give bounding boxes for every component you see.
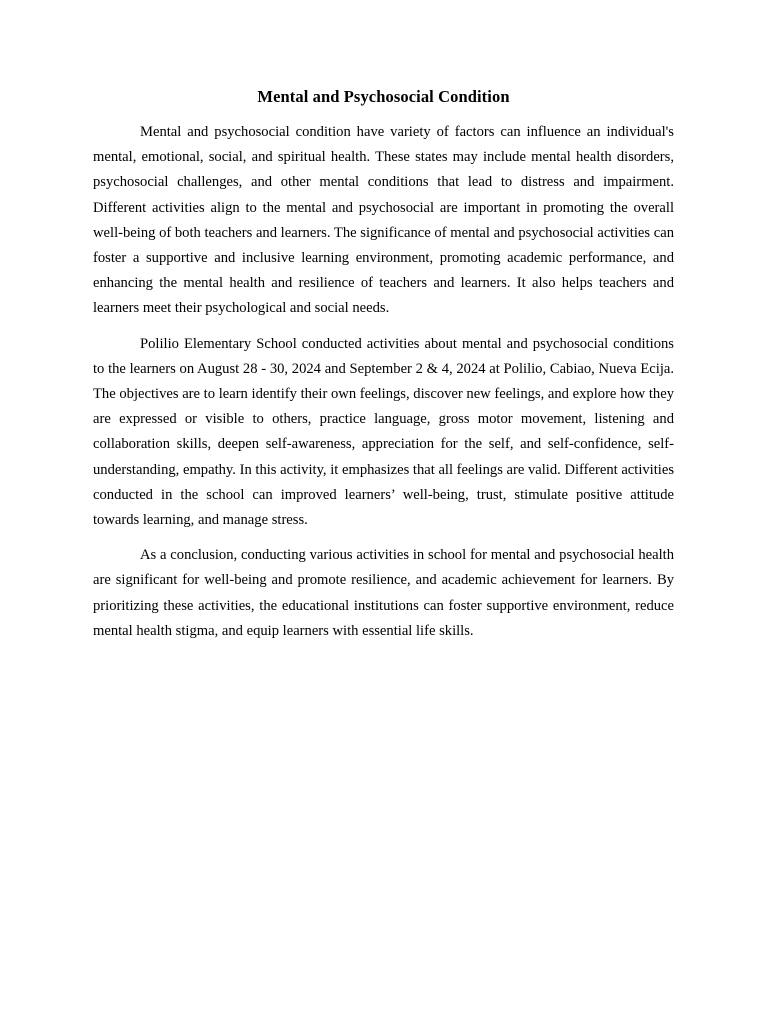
document-title: Mental and Psychosocial Condition bbox=[257, 87, 510, 106]
paragraph-activities: Polilio Elementary School conducted activities about mental and psychosocial conditions to the learners on August 28 - 30, 2024 and September 2 & 4, 2024 at Polilio, Cabiao, Nueva Ecija. The objectives are to learn identify their own feelings, discover new feelings, and explore how they are expressed or visible to others, practice language, gross motor movement, listening and collaboration skills, deepen self-awareness, appreciation for the self, and self-confidence, self-understanding, empathy. In this activity, it emphasizes that all feelings are valid. Different activities conducted in the school can improved learners’ well-being, trust, stimulate positive attitude towards learning, and manage stress. bbox=[93, 335, 675, 529]
paragraph-introduction: Mental and psychosocial condition have variety of factors can influence an individual's mental, emotional, social, and spiritual health. These states may include mental health disorders, psychosocial challenges, and other mental conditions that lead to distress and impairment. Different activities align to the mental and psychosocial are important in promoting the overall well-being of both teachers and learners. The significance of mental and psychosocial activities can foster a supportive and inclusive learning environment, promoting academic performance, and enhancing the mental health and resilience of teachers and learners. It also helps teachers and learners meet their psychological and social needs. bbox=[93, 124, 674, 317]
paragraph-conclusion: As a conclusion, conducting various activities in school for mental and psychosocial health are significant for well-being and promote resilience, and academic achievement for learners. By prioritizing these activities, the educational institutions can foster supportive environment, reduce mental health stigma, and equip learners with essential life skills. bbox=[93, 547, 674, 639]
document-body bbox=[93, 86, 674, 654]
